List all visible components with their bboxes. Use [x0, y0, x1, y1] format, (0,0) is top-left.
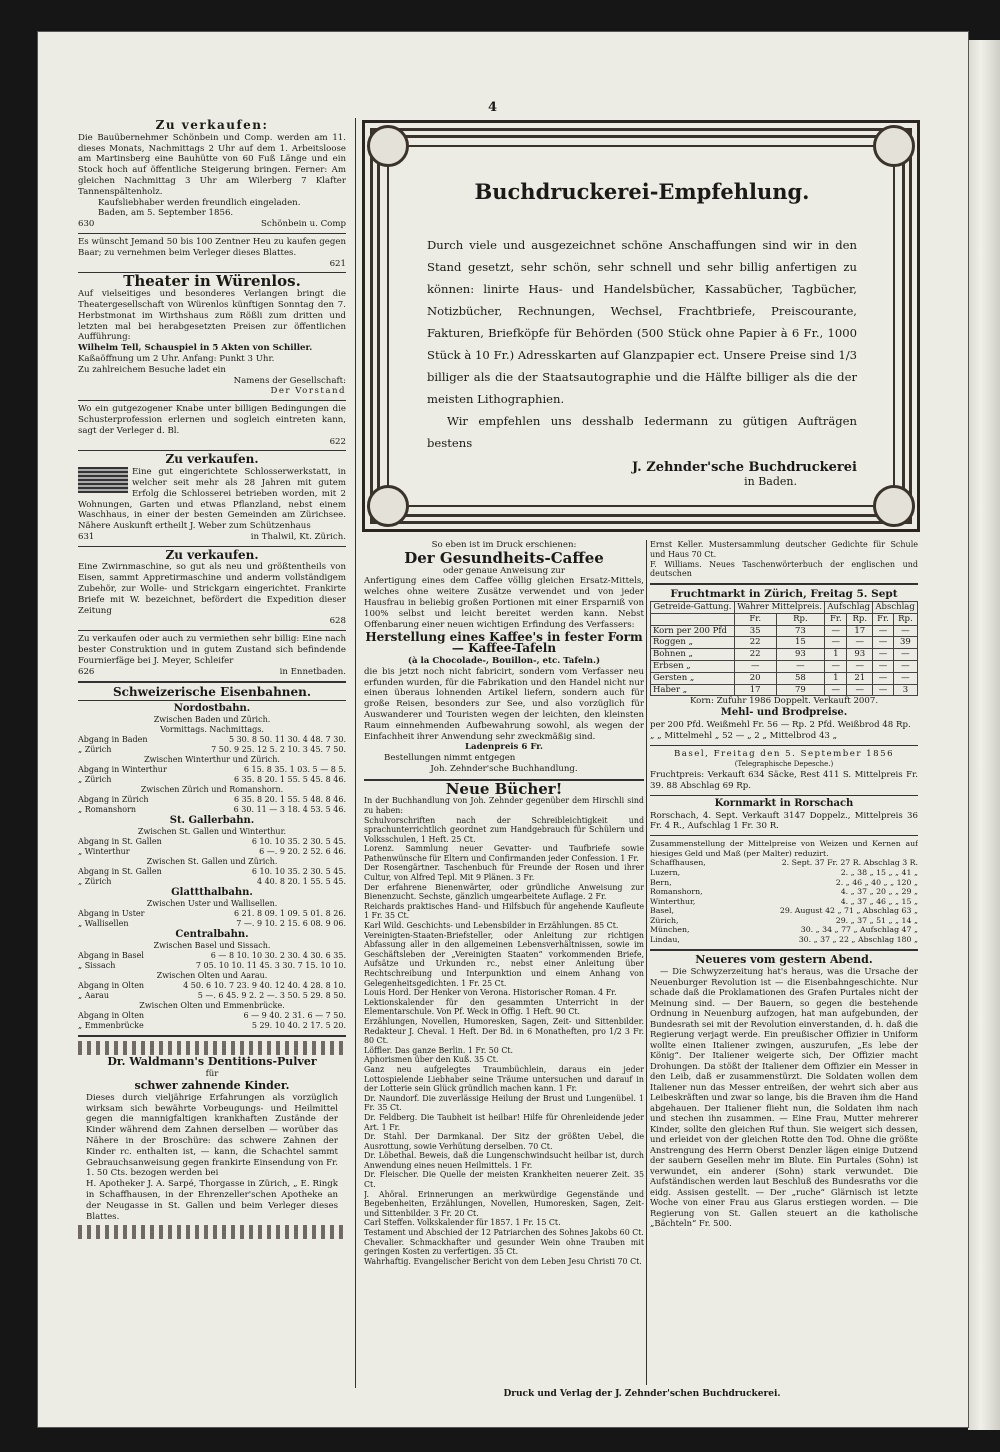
basel-market — [650, 749, 918, 792]
list-item: J. Ahöral. Erinnerungen an merkwürdige Gegenstände und Begebenheiten, Erzählungen, Novellen, Humoresken, Sagen, Zeit- und Sittenbilder. 3 Fr. 20 Ct. — [364, 1189, 644, 1218]
list-item: Louis Hord. Der Henker von Verona. Historischer Roman. 4 Fr. — [364, 988, 617, 998]
ad-place: in Baden. — [744, 475, 797, 488]
rail-section-sub: Zwischen Uster und Wallisellen. — [146, 899, 278, 909]
table-row: Abgang in Baden 5 30. 8 50. 11 30. 4 48. 7 30. — [78, 735, 346, 745]
table-row: Korn per 200 Pfd 35 73 — 17 — — — [651, 625, 918, 637]
column-rule-left — [355, 118, 356, 1388]
rail-section-name: Glattthalbahn. — [171, 887, 253, 899]
rail-section-note: Vormittags. Nachmittags. — [160, 725, 264, 735]
table-row: Abgang in Zürich 6 35. 8 20. 1 55. 5 48. 8 46. — [78, 795, 346, 805]
list-item: Aphorismen über den Kuß. 35 Ct. — [364, 1055, 499, 1065]
list-item: Löffler. Das ganze Berlin. 1 Fr. 50 Ct. — [364, 1045, 514, 1055]
ad-title: Theater in Würenlos. — [123, 272, 301, 291]
table-row: Abgang in St. Gallen 6 10. 10 35. 2 30. 5 45. — [78, 867, 346, 877]
table-row: Abgang in Olten 6 — 9 40. 2 31. 6 — 7 50. — [78, 1011, 346, 1021]
table-row: Haber „ 17 79 — — — 3 — [651, 684, 918, 696]
section-body: Rorschach, 4. Sept. Verkauft 3147 Doppelz., Mittelpreis 36 Fr. 4 R., Aufschlag 1 Fr. 30 R. — [650, 810, 918, 832]
table-row: Basel, 29. August 42 „ 71 „ Abschlag 63 „ — [650, 906, 918, 916]
ad-price: Ladenpreis 6 Fr. — [464, 742, 544, 753]
table-header: Abschlag — [873, 601, 918, 613]
ad-body: Eine gut eingerichtete Schlosserwerkstatt, in welcher seit mehr als 28 Jahren mit gutem Erfolg die Schlosserei betrieben worden, mit 2 Wohnungen, Garten und etwas Pflanzland, nebst einem Waschhaus, in einer der besten Gemeinden am Zürichsee. Nähere Auskunft ertheilt J. Weber zum Schützenhaus — [78, 467, 346, 532]
table-row: Lindau, 30. „ 37 „ 22 „ Abschlag 180 „ — [650, 935, 918, 945]
list-item: Ernst Keller. Mustersammlung deutscher Gedichte für Schule und Haus 70 Ct. — [650, 540, 918, 559]
railway-timetable — [78, 687, 346, 1031]
ad-sale-hut — [78, 120, 346, 230]
table-row: Luzern, 2. „ 38 „ 15 „ „ 41 „ — [650, 867, 918, 877]
list-item: F. Williams. Neues Taschenwörterbuch der englischen und deutschen — [650, 559, 918, 579]
list-item: Karl Wild. Geschichts- und Lebensbilder in Erzählungen. 85 Ct. — [364, 921, 619, 931]
ad-number: 622 — [329, 436, 346, 447]
corner-ornament-icon — [873, 125, 915, 167]
grain-price-table — [650, 601, 918, 696]
table-row: „ Aarau 5 —. 6 45. 9 2. 2 —. 3 50. 5 29. 8 50. — [78, 991, 346, 1001]
ad-for: für — [205, 1069, 219, 1080]
list-item: Ganz neu aufgelegtes Traumbüchlein, daraus ein jeder Lottospielende Liebhaber seine Träume untersuchen und darauf in der Lotterie sein Glück gründlich machen kann. 1 Fr. — [364, 1064, 644, 1094]
corner-ornament-icon — [367, 485, 409, 527]
ad-title: Zu verkaufen. — [165, 547, 259, 562]
table-row: Winterthur, 4. „ 37 „ 46 „ „ 15 „ — [650, 896, 918, 906]
table-row: Roggen „ 22 15 — — — 39 — [651, 637, 918, 649]
list-item: Wahrhaftig. Evangelischer Bericht von dem Leben Jesu Christi 70 Ct. — [364, 1256, 642, 1266]
bread-price-line: per 200 Pfd. Weißmehl Fr. 56 — Rp. 2 Pfd. Weißbrod 48 Rp. — [650, 719, 911, 730]
left-column — [78, 118, 346, 1408]
section-title: Fruchtmarkt in Zürich, Freitag 5. Sept — [670, 588, 898, 601]
ad-title: Zu verkaufen: — [155, 118, 269, 132]
ad-place: in Ennetbaden. — [279, 666, 346, 677]
books-continued — [650, 540, 918, 579]
ad-date: Baden, am 5. September 1856. — [98, 208, 234, 219]
ad-intro: In der Buchhandlung von Joh. Zehnder gegenüber dem Hirschli sind zu haben: — [364, 796, 644, 815]
ad-hay — [78, 237, 346, 269]
section-intro: Zusammenstellung der Mittelpreise von Weizen und Kernen auf hiesiges Geld und Maß (per Malter) reduzirt. — [650, 839, 918, 858]
ad-title: Buchdruckerei-Empfehlung. — [474, 179, 810, 204]
ad-body: Wo ein gutgezogener Knabe unter billigen Bedingungen die Schusterprofession erlernen und sogleich eintreten kann, sagt der Verleger d. Bl. — [78, 404, 346, 436]
ad-signature: Der Vorstand — [270, 386, 346, 397]
ad-apprentice — [78, 404, 346, 447]
ad-signature: Joh. Zehnder'sche Buchhandlung. — [430, 763, 578, 774]
section-sub: (Telegraphische Depesche.) — [734, 760, 834, 769]
rail-section — [78, 816, 346, 887]
ad-time: Kaßaöffnung um 2 Uhr. Anfang: Punkt 3 Uhr. — [78, 353, 275, 364]
ad-body-2: Wir empfehlen uns desshalb Iedermann zu gütigen Aufträgen bestens — [427, 414, 857, 450]
section-title: Kornmarkt in Rorschach — [714, 797, 854, 809]
ad-body: Anfertigung eines dem Caffee völlig gleichen Ersatz-Mittels, welches ohne weitere Zusätze verwendet und von jeder Hausfrau in beliebig großen Portionen mit einer Ersparniß von 100% selbst und leicht bereitet werden kann. Nebst Offenbarung einer neuen wichtigen Erfindung des Verfassers: — [364, 576, 644, 630]
ad-title: Zu verkaufen. — [165, 452, 259, 467]
ad-title: Dr. Waldmann's Dentitions-Pulver — [107, 1055, 317, 1069]
list-item: Testament und Abschied der 12 Patriarchen des Sohnes Jakobs 60 Ct. — [364, 1228, 644, 1238]
middle-column — [364, 540, 644, 1385]
column-rule-right — [646, 540, 647, 1385]
list-item: Lorenz. Sammlung neuer Gevatter- und Taufbriefe sowie Pathenwünsche für Eltern und Confirmanden jeder Confession. 1 Fr. — [364, 844, 644, 863]
list-item: Der Rosengärtner. Taschenbuch für Freunde der Rosen und ihrer Cultur, von Alfred Tepl. Mit 9 Plänen. 3 Fr. — [364, 863, 644, 883]
ad-subtitle: schwer zahnende Kinder. — [134, 1079, 290, 1093]
list-item: Chevalier. Schmackhafter und gesunder Wein ohne Trauben mit geringen Kosten zu verfertigen. 35 Ct. — [364, 1237, 644, 1257]
rail-section-sub: Zwischen St. Gallen und Winterthur. — [137, 827, 287, 837]
ad-signature: Schönbein u. Comp — [261, 219, 346, 230]
section-title: Basel, Freitag den 5. September 1856 — [673, 748, 895, 759]
section-title: Mehl- und Brodpreise. — [720, 707, 848, 719]
grain-note: Korn: Zufuhr 1986 Doppelt. Verkauft 2007. — [689, 696, 879, 707]
rorschach-market — [650, 799, 918, 832]
ad-title-2: Herstellung eines Kaffee's in fester Form — Kaffee-Tafeln — [365, 630, 643, 656]
table-row: Abgang in Basel 6 — 8 10. 10 30. 2 30. 4 30. 6 35. — [78, 951, 346, 961]
table-row: Zwischen Olten und Emmenbrücke. — [139, 1001, 285, 1011]
table-row: Gersten „ 20 58 1 21 — — — [651, 672, 918, 684]
ad-body: Zu verkaufen oder auch zu vermiethen sehr billig: Eine nach bester Construktion und in gutem Zustand sich befindende Fournierfäge bei J. Meyer, Schleifer — [78, 634, 346, 666]
table-row: „ Wallisellen 7 —. 9 10. 2 15. 6 08. 9 06. — [78, 919, 346, 929]
ad-signature: J. Zehnder'sche Buchdruckerei — [632, 460, 857, 475]
ad-saw — [78, 634, 346, 677]
ad-sub: oder genaue Anweisung zur — [442, 565, 565, 576]
ornament-border-icon — [78, 1225, 346, 1239]
corner-ornament-icon — [873, 485, 915, 527]
ad-body: Es wünscht Jemand 50 bis 100 Zentner Heu zu kaufen gegen Baar; zu vernehmen beim Verleger dieses Blattes. — [78, 236, 346, 258]
ad-number: 628 — [329, 616, 346, 627]
ad-theater — [78, 272, 346, 397]
printing-shop-advertisement — [362, 120, 920, 532]
list-item: Schulvorschriften nach der Schreibleichtigkeit und sprachunterrichtlich geordnet zum Handgebrauch für Schülern und Volksschulen, 1 Heft. 25 Ct. — [364, 815, 644, 844]
table-row: „ Zürich 6 35. 8 20. 1 55. 5 45. 8 46. — [78, 775, 346, 785]
ornament-border-icon — [78, 1041, 346, 1055]
table-row: Abgang in St. Gallen 6 10. 10 35. 2 30. 5 45. — [78, 837, 346, 847]
imprint-footer: Druck und Verlag der J. Zehnder'schen Buchdruckerei. — [503, 1389, 781, 1399]
table-row: Zürich, 29. „ 37 „ 51 „ „ 14 „ — [650, 915, 918, 925]
section-body: Fruchtpreis: Verkauft 634 Säcke, Rest 411 S. Mittelpreis Fr. 39. 88 Abschlag 69 Rp. — [650, 770, 918, 791]
ad-sellers: H. Apotheker J. A. Sarpé, Thorgasse in Zürich, „ E. Ringk in Schaffhausen, in der Ehrenzeller'schen Apotheke an der Neugasse in St. Gallen und beim Verleger dieses Blattes. — [86, 1179, 338, 1222]
price-summary — [650, 839, 918, 945]
table-row: Abgang in Olten 4 50. 6 10. 7 23. 9 40. 12 40. 4 28. 8 10. — [78, 981, 346, 991]
list-item: Erzählungen, Novellen, Humoresken, Sagen, Zeit- und Sittenbilder. Redakteur J. Cheval. 1 Heft. Der Bd. in 6 Monatheften, pro 1/2 3 Fr. 80 Ct. — [364, 1016, 644, 1046]
rail-section-name: Nordostbahn. — [173, 703, 251, 715]
ad-signature: Namens der Gesellschaft: — [233, 375, 346, 386]
table-row: „ Romanshorn 6 30. 11 — 3 18. 4 53. 5 46. — [78, 805, 346, 815]
ad-number: 631 — [78, 531, 95, 542]
table-row: Fr. Rp. Fr. Rp. Fr. Rp. — [651, 613, 918, 625]
rail-section — [78, 930, 346, 1031]
ad-number: 621 — [329, 258, 346, 269]
table-row: Zwischen Winterthur und Zürich. — [144, 755, 280, 765]
right-column — [650, 540, 918, 1385]
ad-invite: Zu zahlreichem Besuche ladet ein — [78, 364, 226, 375]
ad-body: Die Bauübernehmer Schönbein und Comp. werden am 11. dieses Monats, Nachmittags 2 Uhr auf dem 1. Arbeitsloose am Martinsberg eine Bauhütte von 60 Fuß Länge und ein Stock hoch auf öffentliche Steigerung bringen. Ferner: Am gleichen Nachmittag 3 Uhr am Wilerberg 7 Klafter Tannenspältenholz. — [78, 132, 346, 197]
rail-section-sub: Zwischen Basel und Sissach. — [153, 941, 271, 951]
ad-body: Auf vielseitiges und besonderes Verlangen bringt die Theatergesellschaft von Würenlos künftigen Sonntag den 7. Herbstmonat im Wirthshaus zum Rößli zum dritten und letzten mal bei herabgesetzten Preisen zur öffentlichen Aufführung: — [78, 289, 346, 343]
rail-section-name: Centralbahn. — [175, 929, 249, 941]
list-item: Reichards praktisches Hand- und Hilfsbuch für angehende Kaufleute 1 Fr. 35 Ct. — [364, 901, 644, 921]
ad-orders: Bestellungen nimmt entgegen — [384, 753, 516, 764]
ad-body-2: die bis jetzt noch nicht fabricirt, sondern vom Verfasser neu erfunden wurden, für die Fabrikation und den Handel nicht nur einen überaus lohnenden Artikel liefern, sondern auch für große Reisen, besonders zur See, und also vorzüglich für Auswanderer und Touristen wegen der leichten, den kleinsten Raum einnehmenden Aufbewahrung sowohl, als wegen der Einfachheit ihrer Anwendung sehr zweckmäßig sind. — [364, 666, 644, 742]
news-section — [650, 952, 918, 1229]
bread-price-line: „ „ Mittelmehl „ 52 — „ 2 „ Mittelbrod 43 „ — [650, 730, 838, 741]
table-row: Bohnen „ 22 93 1 93 — — — [651, 649, 918, 661]
list-item: Dr. Fleischer. Die Quelle der meisten Krankheiten neuerer Zeit. 35 Ct. — [364, 1170, 644, 1190]
table-row: Romanshorn, 4. „ 37 „ 20 „ „ 29 „ — [650, 887, 918, 897]
table-row: „ Sissach 7 05. 10 10. 11 45. 3 30. 7 15. 10 10. — [78, 961, 346, 971]
rail-section-sub: Zwischen Baden und Zürich. — [153, 715, 271, 725]
table-row: Abgang in Winterthur 6 15. 8 35. 1 03. 5 — 8 5. — [78, 765, 346, 775]
list-item: Dr. Löbethal. Beweis, daß die Lungenschwindsucht heilbar ist, durch Anwendung eines neuen Heilmittels. 1 Fr. — [364, 1151, 644, 1170]
new-books-list — [364, 779, 644, 1267]
table-row: München, 30. „ 34 „ 77 „ Aufschlag 47 „ — [650, 925, 918, 935]
ad-place: in Thalwil, Kt. Zürich. — [250, 531, 346, 542]
ad-coffee-book — [364, 540, 644, 775]
corner-ornament-icon — [367, 125, 409, 167]
table-row: „ Winterthur 6 —. 9 20. 2 52. 6 46. — [78, 847, 346, 857]
news-body: — Die Schwyzerzeitung hat's heraus, was die Ursache der Neuenburger Revolution ist — die Eisenbahngeschichte. Nur schade daß die Proklamationen des Grafen Purtales nicht der Meinung sind. — Der Bauern, so gegen die bestehende Ordnung in Neuenburg aufzogen, hat man aufgebunden, der Bundesrath sei mit der Revolution einverstanden, d. h. daß die Regierung verjagt werde. Ein preußischer Offizier in Uniform wollte einen Italiener zwingen, auszurufen, „Es lebe der König“. Der Italiener weigerte sich, Der Offizier macht Drohungen. Da stößt der Italiener dem Offizier ein Messer in den Leib, daß er zusammenstürzt. Die Soldaten wollen dem Italiener nun das Messer entreißen, der wehrt sich aber aus Leibeskräften und zwar so lange, bis die Braven ihm die Hand abgehauen. Der Italiener flieht nun, die Soldaten ihm nach und stechen ihn zusammen. — Eine Frau, Mutter mehrerer Kinder, sollte den gleichen Ruf thun. Sie weigert sich dessen, und erleidet von der gleichen Rotte den Tod. Ohne die größte Anstrengung des Herrn Oberst Denzler lägen einige Dutzend der saubern Gesellen mehr im Blute. Ein Purtales (Sohn) ist verwundet, ein anderer (Sohn) stark verwundet. Die Aufständischen werden laut Beschluß des Bundesraths vor die eidg. Assisen gestellt. — Der „ruche“ Glärnisch ist letzte Woche von einer Frau aus Glarus erstiegen worden. — Die Regierung von St. Gallen steuert an die katholische „Bächteln“ Fr. 500. — [650, 966, 918, 1229]
table-header: Getreide-Gattung. — [651, 601, 735, 613]
page-fold — [968, 40, 1000, 1430]
table-row: Abgang in Uster 6 21. 8 09. 1 09. 5 01. 8 26. — [78, 909, 346, 919]
rail-section — [78, 888, 346, 929]
table-row: „ Zürich 4 40. 8 20. 1 55. 5 45. — [78, 877, 346, 887]
table-header: Aufschlag — [825, 601, 873, 613]
timetable-title: Schweizerische Eisenbahnen. — [112, 685, 312, 700]
list-item: Dr. Feldberg. Die Taubheit ist heilbar! Hilfe für Ohrenleidende jeder Art. 1 Fr. — [364, 1112, 644, 1132]
list-item: Der erfahrene Bienenwärter, oder gründliche Anweisung zur Bienenzucht. Sechste, gänzlich umgearbeitete Auflage. 2 Fr. — [364, 882, 644, 902]
table-header: Wahrer Mittelpreis. — [734, 601, 824, 613]
list-item: Carl Steffen. Volkskalender für 1857. 1 Fr. 15 Ct. — [364, 1218, 561, 1228]
grain-market-zurich — [650, 589, 918, 741]
ad-body: Eine Zwirnmaschine, so gut als neu und größtentheils von Eisen, sammt Appretirmaschine und anderm vollständigem Zubehör, zur Wolle- und Strickgarn eingerichtet. Frankirte Briefe mit W. bezeichnet, befördert die Expedition dieser Zeitung — [78, 562, 346, 616]
ad-intro: So eben ist im Druck erschienen: — [431, 540, 577, 550]
table-row: „ Zürich 7 50. 9 25. 12 5. 2 10. 3 45. 7 50. — [78, 745, 346, 755]
rail-section-name: St. Gallerbahn. — [169, 815, 255, 827]
table-row: Erbsen „ — — — — — — — [651, 660, 918, 672]
table-row: Zwischen Olten und Aarau. — [156, 971, 268, 981]
table-row: Zwischen St. Gallen und Zürich. — [146, 857, 278, 867]
ad-body: Dieses durch vieljährige Erfahrungen als vorzüglich wirksam sich bewährte Vorbeugungs- und Heilmittel gegen die mannigfaltigen krankhaften Zustände der Kinder während dem Zahnen derselben — worüber das Nähere in der Broschüre: das schwere Zahnen der Kinder rc. enthalten ist, — kann, die Schachtel sammt Gebrauchsanweisung gegen frankirte Einsendung von Fr. 1. 50 Cts. bezogen werden bei — [86, 1092, 338, 1179]
ad-title: Der Gesundheits-Caffee — [404, 548, 604, 567]
list-item: Lektionskalender für den gesammten Unterricht in der Elementarschule. Von Pf. Weck in Offig. 1 Heft. 90 Ct. — [364, 997, 644, 1017]
ad-number: 630 — [78, 219, 95, 230]
ad-body: Durch viele und ausgezeichnet schöne Anschaffungen sind wir in den Stand gesetzt, sehr schön, sehr schnell und sehr billig anfertigen zu können: linirte Haus- und Handelsbücher, Kassabücher, Tagbücher, Notizbücher, Rechnungen, Wechsel, Frachtbriefe, Preiscourante, Fakturen, Briefköpfe für Behörden (500 Stück ohne Papier à 6 Fr., 1000 Stück à 10 Fr.) Adresskarten auf Glanzpapier ect. Unsere Preise sind 1/3 billiger als die der Staatsautographie und die Hälfte billiger als die der meisten Lithographien. — [427, 238, 857, 406]
ad-title: Neue Bücher! — [445, 779, 563, 798]
section-title: Neueres vom gestern Abend. — [695, 952, 873, 966]
list-item: Dr. Naundorf. Die zuverlässige Heilung der Brust und Lungenübel. 1 Fr. 35 Ct. — [364, 1093, 644, 1113]
table-row: „ Emmenbrücke 5 29. 10 40. 2 17. 5 20. — [78, 1021, 346, 1031]
ad-number: 626 — [78, 666, 95, 677]
table-row: Schaffhausen, 2. Sept. 37 Fr. 27 R. Abschlag 3 R. — [650, 858, 918, 868]
rail-section — [78, 704, 346, 815]
ad-line: Kaufsliebhaber werden freundlich eingeladen. — [98, 197, 301, 208]
ad-machine — [78, 547, 346, 628]
table-row: Zwischen Zürich und Romanshorn. — [140, 785, 284, 795]
ad-dentition-powder — [78, 1057, 346, 1222]
ad-play: Wilhelm Tell, Schauspiel in 5 Akten von Schiller. — [78, 343, 313, 354]
table-row: Bern, 2. „ 46 „ 40 „ „ 120 „ — [650, 877, 918, 887]
ad-workshop — [78, 454, 346, 542]
workshop-illustration-icon — [78, 467, 128, 493]
page-number: 4 — [488, 100, 498, 115]
list-item: Dr. Stahl. Der Darmkanal. Der Sitz der größten Uebel, die Ausrottung, sowie Verhütung derselben. 70 Ct. — [364, 1132, 644, 1151]
list-item: Vereinigten-Staaten-Briefsteller, oder Anleitung zur richtigen Abfassung aller in den allgemeinen Lebensverhältnissen, sowie im Geschäftsleben der „Vereinigten Staaten“ vorkommenden Briefe, Aufsätze und Urkunden rc., nebst einer Anleitung über Rechtschreibung und Interpunktion und einem Anhang von Gelegenheitsgedichten. 1 Fr. 25 Ct. — [364, 930, 644, 988]
ad-sub-2: (à la Chocolade-, Bouillon-, etc. Tafeln.) — [407, 655, 601, 666]
